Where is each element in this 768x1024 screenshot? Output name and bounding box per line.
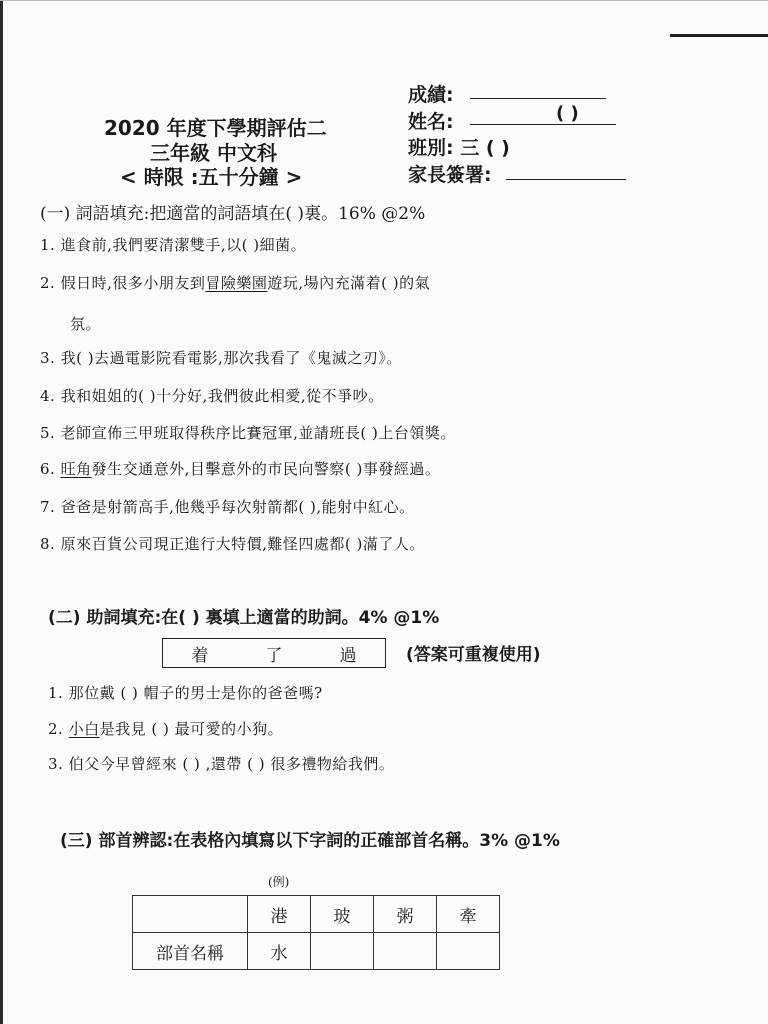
s1-question-5: 5. 老師宣佈三甲班取得秩序比賽冠軍,並請班長( )上台領獎。 bbox=[40, 424, 456, 442]
s1-q2-place: 冒險樂園 bbox=[205, 274, 268, 292]
parent-signature-field[interactable] bbox=[506, 179, 626, 180]
name-field[interactable] bbox=[470, 124, 616, 125]
s1-question-1: 1. 進食前,我們要清潔雙手,以( )細菌。 bbox=[40, 236, 307, 254]
s2-question-2 bbox=[48, 718, 283, 739]
s2-q2-part-b: 是我見 ( ) 最可愛的小狗。 bbox=[99, 720, 284, 738]
scan-edge-top bbox=[0, 0, 768, 1]
radical-answer-2[interactable] bbox=[311, 933, 374, 970]
example-label: (例) bbox=[268, 875, 290, 889]
s2-q2-name: 小白 bbox=[68, 720, 100, 738]
score-field[interactable] bbox=[470, 98, 606, 99]
scan-mark bbox=[670, 34, 768, 37]
particle-word-3: 過 bbox=[339, 645, 357, 666]
exam-title: 2020 年度下學期評估二 bbox=[104, 116, 327, 140]
radical-table-corner bbox=[133, 896, 248, 933]
name-label: 姓名: bbox=[408, 111, 454, 133]
particle-word-box bbox=[162, 638, 386, 668]
radical-answer-3[interactable] bbox=[374, 933, 437, 970]
radical-answer-4[interactable] bbox=[437, 933, 500, 970]
s1-q2-part-b: 遊玩,場內充滿着( )的氣 bbox=[267, 274, 431, 292]
radical-row-label: 部首名稱 bbox=[133, 933, 248, 970]
s1-question-4: 4. 我和姐姐的( )十分好,我們彼此相愛,從不爭吵。 bbox=[40, 387, 384, 405]
reuse-note: (答案可重複使用) bbox=[406, 645, 541, 665]
s2-q2-num: 2. bbox=[48, 720, 69, 738]
section2-heading: (二) 助詞填充:在( ) 裏填上適當的助詞。4% @1% bbox=[48, 608, 440, 628]
exam-subject: 三年級 中文科 bbox=[150, 141, 277, 165]
score-label: 成績: bbox=[408, 84, 454, 106]
class-label: 班別: 三 ( ) bbox=[408, 137, 510, 159]
particle-word-1: 着 bbox=[191, 645, 209, 666]
s2-question-3: 3. 伯父今早曾經來 ( ) ,還帶 ( ) 很多禮物給我們。 bbox=[48, 755, 395, 773]
particle-word-2: 了 bbox=[265, 645, 283, 666]
radical-table bbox=[132, 895, 500, 970]
section3-heading: (三) 部首辨認:在表格內填寫以下字詞的正確部首名稱。3% @1% bbox=[60, 831, 560, 851]
s1-question-6 bbox=[40, 458, 440, 479]
radical-answer-example: 水 bbox=[248, 933, 311, 970]
s1-q6-part-b: 發生交通意外,目擊意外的市民向警察( )事發經過。 bbox=[91, 460, 441, 478]
s1-question-8: 8. 原來百貨公司現正進行大特價,難怪四處都( )滿了人。 bbox=[40, 535, 425, 553]
s1-q2-part-a: 2. 假日時,很多小朋友到 bbox=[40, 274, 206, 292]
exam-time-limit: < 時限 :五十分鐘 > bbox=[120, 165, 303, 189]
radical-char-2: 玻 bbox=[311, 896, 374, 933]
s1-question-2 bbox=[40, 272, 430, 293]
class-number-paren: ( ) bbox=[556, 103, 579, 124]
s1-q6-place: 旺角 bbox=[60, 460, 92, 478]
parent-signature-label: 家長簽署: bbox=[408, 164, 492, 186]
radical-table-header-row bbox=[133, 896, 500, 933]
s1-question-2-cont: 氛。 bbox=[70, 315, 102, 333]
s1-question-3: 3. 我( )去過電影院看電影,那次我看了《鬼滅之刃》。 bbox=[40, 349, 402, 367]
section1-heading: (一) 詞語填充:把適當的詞語填在( )裏。16% @2% bbox=[40, 204, 426, 224]
radical-char-4: 牽 bbox=[437, 896, 500, 933]
radical-table-answer-row bbox=[133, 933, 500, 970]
radical-char-3: 粥 bbox=[374, 896, 437, 933]
s1-question-7: 7. 爸爸是射箭高手,他幾乎每次射箭都( ),能射中紅心。 bbox=[40, 498, 415, 516]
s1-q6-num: 6. bbox=[40, 460, 61, 478]
scan-edge bbox=[0, 0, 3, 1024]
radical-char-1: 港 bbox=[248, 896, 311, 933]
s2-question-1: 1. 那位戴 ( ) 帽子的男士是你的爸爸嗎? bbox=[48, 684, 323, 702]
